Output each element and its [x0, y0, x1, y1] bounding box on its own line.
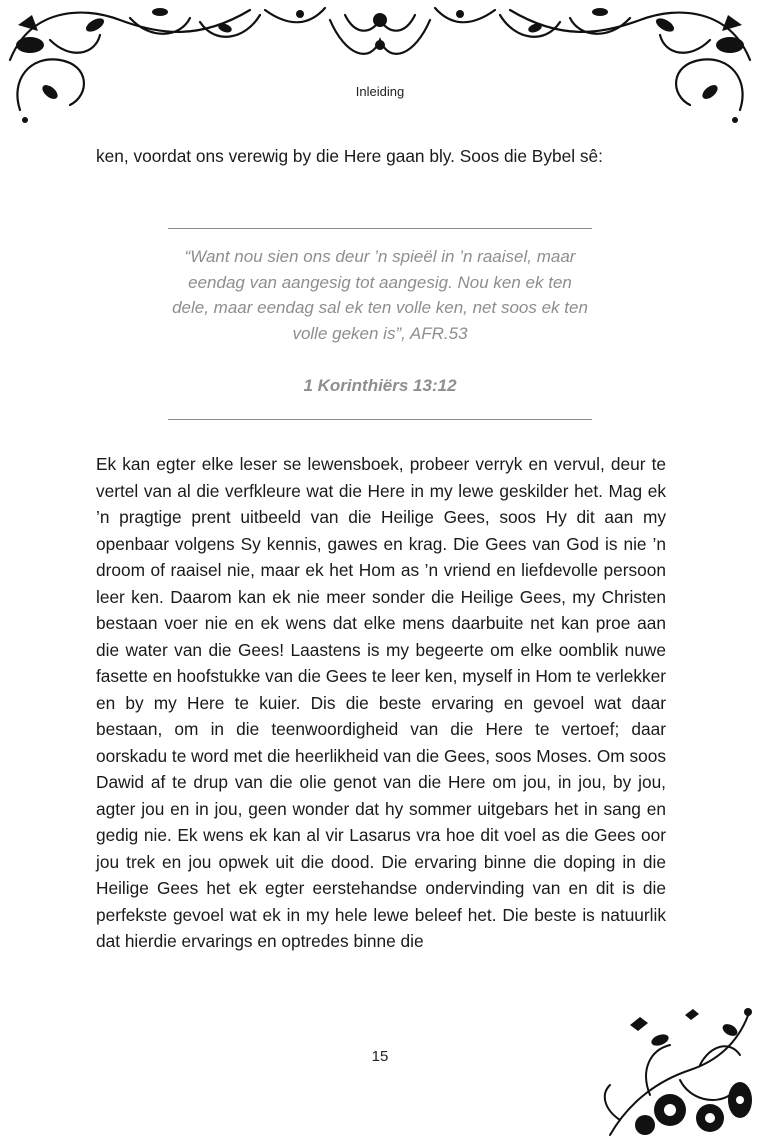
quote-rule-top — [168, 228, 592, 229]
paragraph-top: ken, voordat ons verewig by die Here gaan bly. Soos die Bybel sê: — [96, 146, 603, 166]
paragraph-main: Ek kan egter elke leser se lewensboek, probeer verryk en vervul, deur te vertel van al die verfkleure wat die Here in my lewe geskilder het. Mag ek ’n pragtige prent uitbeeld van die Heilige Gees, soos Hy dit aan my openbaar volgens Sy kennis, gawes en krag. Die Gees van God is nie ’n droom of raaisel nie, maar ek het Hom as ’n vriend en liefdevolle persoon leer ken. Daarom kan ek nie meer sonder die Heilige Gees, my Christen bestaan voer nie en ek wens dat elke mens daarbuite net kan proe aan die water van die Gees! Laastens is my begeerte om elke oomblik nuwe fasette en hoofstukke van die Gees te leer ken, myself in Hom te verlekker en by my Here te kuier. Dis die beste ervaring en gevoel wat daar bestaan, om in die teenwoordigheid van die Here te vertoef; daar oorskadu te word met die heerlikheid van die Gees, soos Moses. Om soos Dawid af te drup van die olie genot van die Here om jou, in jou, by jou, agter jou en in jou, geen wonder dat hy sommer uitgebars het in sang en gedig nie. Ek wens ek kan al vir Lasarus vra hoe dit voel as die Gees oor jou trek en jou opwek uit die dood. Die ervaring binne die doping in die Heilige Gees het ek egter eerstehandse ondervinding van en dit is die perfekste gevoel wat ek in my hele lewe beleef het. Die beste is natuurlik dat hierdie ervarings en optredes binne die — [96, 454, 666, 951]
floral-border-ornament — [0, 0, 760, 130]
running-head: Inleiding — [355, 84, 405, 99]
bible-quote-reference: 1 Korinthiërs 13:12 — [303, 376, 457, 395]
bible-quote: “Want nou sien ons deur ’n spieël in ’n raaisel, maar eendag van aangesig tot aangesig. Nou ken ek ten dele, maar eendag sal ek ten volle ken, net soos ek ten volle geken is”, AFR.53 — [172, 247, 588, 343]
quote-rule-bottom — [168, 419, 592, 420]
page-number: 15 — [371, 1048, 389, 1065]
floral-corner-ornament — [590, 1000, 760, 1140]
